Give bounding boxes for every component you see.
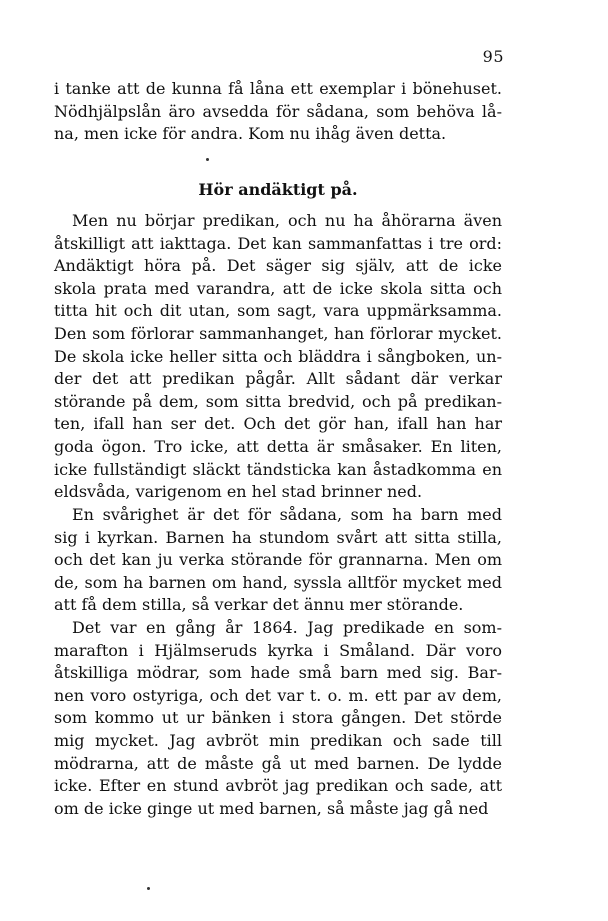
text-line: nen voro ostyriga, och det var t. o. m. ett par av dem,	[54, 685, 502, 705]
text-line: ten, ifall han ser det. Och det gör han, ifall han har	[54, 414, 502, 434]
text-line: sig i kyrkan. Barnen ha stundom svårt att sitta stilla,	[54, 527, 502, 547]
text-line: Men nu börjar predikan, och nu ha åhörarna även	[72, 211, 502, 230]
text-line: mödrarna, att de måste gå ut med barnen. De lydde	[54, 753, 502, 773]
text-line: icke fullständigt släckt tändsticka kan åstadkomma en	[54, 459, 502, 479]
text-line: åtskilligt att iakttaga. Det kan sammanfattas i tre ord:	[54, 233, 502, 253]
text-line: marafton i Hjälmseruds kyrka i Småland. Där voro	[54, 640, 502, 660]
text-line: eldsvåda, varigenom en hel stad brinner ned.	[54, 482, 423, 502]
text-line: De skola icke heller sitta och bläddra i sångboken, un-	[54, 346, 502, 366]
text-line: Nödhjälpslån äro avsedda för sådana, som behöva lå-	[54, 101, 502, 121]
intro-paragraph	[54, 78, 502, 146]
text-line: om de icke ginge ut med barnen, så måste jag gå ned	[54, 798, 489, 818]
text-line: som kommo ut ur bänken i stora gången. Det störde	[54, 708, 502, 728]
text-line: Det var en gång år 1864. Jag predikade en som-	[72, 618, 502, 637]
text-line: störande på dem, som sitta bredvid, och på predikan-	[54, 391, 502, 411]
text-line: goda ögon. Tro icke, att detta är småsaker. En liten,	[54, 436, 502, 456]
text-line: mig mycket. Jag avbröt min predikan och sade till	[54, 730, 502, 750]
text-line: Den som förlorar sammanhanget, han förlorar mycket.	[54, 323, 502, 343]
text-line: der det att predikan pågår. Allt sådant där verkar	[54, 369, 502, 389]
paragraph-3	[54, 617, 502, 820]
text-line: de, som ha barnen om hand, syssla alltför mycket med	[54, 572, 502, 592]
text-line: na, men icke för andra. Kom nu ihåg även detta.	[54, 124, 447, 144]
text-line: skola prata med varandra, att de icke skola sitta och	[54, 278, 502, 298]
paragraph-1	[54, 210, 502, 504]
paragraph-2	[54, 504, 502, 617]
text-line: och det kan ju verka störande för grannarna. Men om	[54, 550, 502, 570]
page-number: 95	[482, 47, 504, 66]
text-line: i tanke att de kunna få låna ett exemplar i bönehuset.	[54, 79, 502, 98]
section-heading: Hör andäktigt på.	[198, 180, 358, 199]
text-line: icke. Efter en stund avbröt jag predikan och sade, att	[54, 776, 502, 796]
print-speck	[206, 158, 209, 161]
text-line: Andäktigt höra på. Det säger sig själv, att de icke	[54, 256, 502, 276]
text-line: åtskilliga mödrar, som hade små barn med sig. Bar-	[54, 663, 502, 683]
print-speck	[147, 887, 150, 890]
text-line: En svårighet är det för sådana, som ha barn med	[72, 505, 502, 524]
text-line: att få dem stilla, så verkar det ännu mer störande.	[54, 595, 464, 615]
text-line: titta hit och dit utan, som sagt, vara uppmärksamma.	[54, 301, 502, 321]
